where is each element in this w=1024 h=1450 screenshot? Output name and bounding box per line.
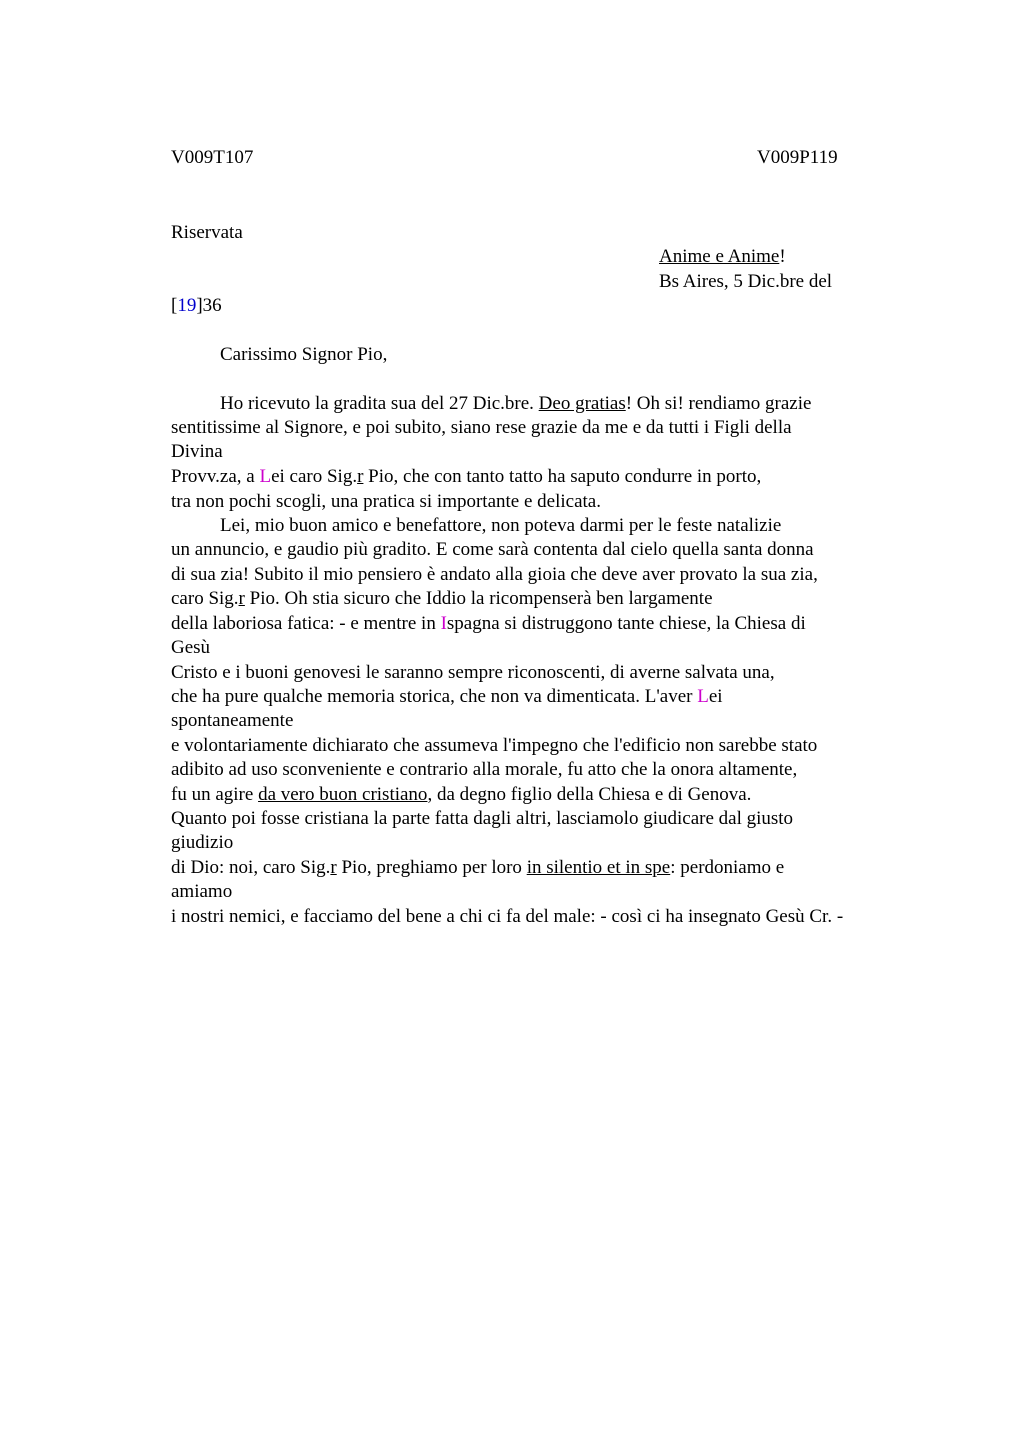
body-line-19: giudizio — [171, 832, 234, 853]
underlined-run: r — [330, 857, 337, 878]
text-run: Pio, che con tanto tatto ha saputo condurre in porto, — [363, 466, 762, 487]
body-line-22: i nostri nemici, e facciamo del bene a chi ci fa del male: - così ci ha insegnato Gesù Cr. - — [171, 906, 844, 927]
body-line-1 — [220, 392, 811, 416]
motto-line — [659, 245, 786, 269]
text-run: ei — [708, 686, 723, 707]
body-line-7: un annuncio, e gaudio più gradito. E come sarà contenta dal cielo quella santa donna — [171, 539, 814, 560]
body-line-17 — [171, 783, 751, 807]
body-line-2: sentitissime al Signore, e poi subito, siano rese grazie da me e da tutti i Figli della — [171, 417, 792, 438]
text-run: ei caro Sig. — [271, 466, 358, 487]
motto-punct: ! — [779, 246, 786, 267]
underlined-run: in silentio et in spe — [526, 857, 671, 878]
underlined-run: r — [357, 466, 364, 487]
text-run: ! Oh si! rendiamo grazie — [625, 393, 812, 414]
place-date: Bs Aires, 5 Dic.bre del — [659, 271, 833, 292]
body-line-13 — [171, 685, 723, 709]
year-open: [ — [171, 295, 178, 316]
salutation: Carissimo Signor Pio, — [220, 344, 388, 365]
body-line-9 — [171, 587, 713, 611]
year-line — [171, 294, 222, 318]
body-line-21: amiamo — [171, 881, 233, 902]
body-line-3: Divina — [171, 441, 223, 462]
text-run: di Dio: noi, caro Sig. — [171, 857, 331, 878]
text-run: spagna si distruggono tante chiese, la Chiesa di — [446, 613, 806, 634]
text-run: fu un agire — [171, 784, 259, 805]
text-run: caro Sig. — [171, 588, 239, 609]
highlighted-letter: L — [259, 466, 272, 487]
underlined-run: r — [238, 588, 245, 609]
year-close: ]36 — [196, 295, 222, 316]
body-line-11: Gesù — [171, 637, 211, 658]
underlined-run: da vero buon cristiano — [258, 784, 428, 805]
text-run: Pio. Oh stia sicuro che Iddio la ricompenserà ben largamente — [244, 588, 713, 609]
body-line-14: spontaneamente — [171, 710, 294, 731]
header-left-code: V009T107 — [171, 147, 254, 168]
underlined-run: Deo gratias — [538, 393, 626, 414]
body-line-10 — [171, 612, 806, 636]
text-run: della laboriosa fatica: - e mentre in — [171, 613, 441, 634]
text-run: Ho ricevuto la gradita sua del 27 Dic.bre. — [220, 393, 539, 414]
body-line-6: Lei, mio buon amico e benefattore, non poteva darmi per le feste natalizie — [220, 515, 782, 536]
header-right-code: V009P119 — [757, 147, 838, 168]
body-line-4 — [171, 465, 761, 489]
body-line-18: Quanto poi fosse cristiana la parte fatta dagli altri, lasciamolo giudicare dal giusto — [171, 808, 794, 829]
body-line-16: adibito ad uso sconveniente e contrario alla morale, fu atto che la onora altamente, — [171, 759, 798, 780]
motto-text: Anime e Anime — [659, 246, 780, 267]
body-line-20 — [171, 856, 784, 880]
text-run: che ha pure qualche memoria storica, che non va dimenticata. L'aver — [171, 686, 698, 707]
text-run: Provv.za, a — [171, 466, 260, 487]
body-line-8: di sua zia! Subito il mio pensiero è andato alla gioia che deve aver provato la sua zia, — [171, 564, 818, 585]
text-run: : perdoniamo e — [670, 857, 785, 878]
text-run: , da degno figlio della Chiesa e di Genova. — [427, 784, 752, 805]
year-prefix: 19 — [177, 295, 197, 316]
highlighted-letter: I — [440, 613, 447, 634]
body-line-15: e volontariamente dichiarato che assumeva l'impegno che l'edificio non sarebbe stato — [171, 735, 818, 756]
text-run: Pio, preghiamo per loro — [336, 857, 527, 878]
highlighted-letter: L — [697, 686, 709, 707]
riservata-label: Riservata — [171, 222, 243, 243]
body-line-5: tra non pochi scogli, una pratica si importante e delicata. — [171, 491, 601, 512]
body-line-12: Cristo e i buoni genovesi le saranno sempre riconoscenti, di averne salvata una, — [171, 662, 775, 683]
